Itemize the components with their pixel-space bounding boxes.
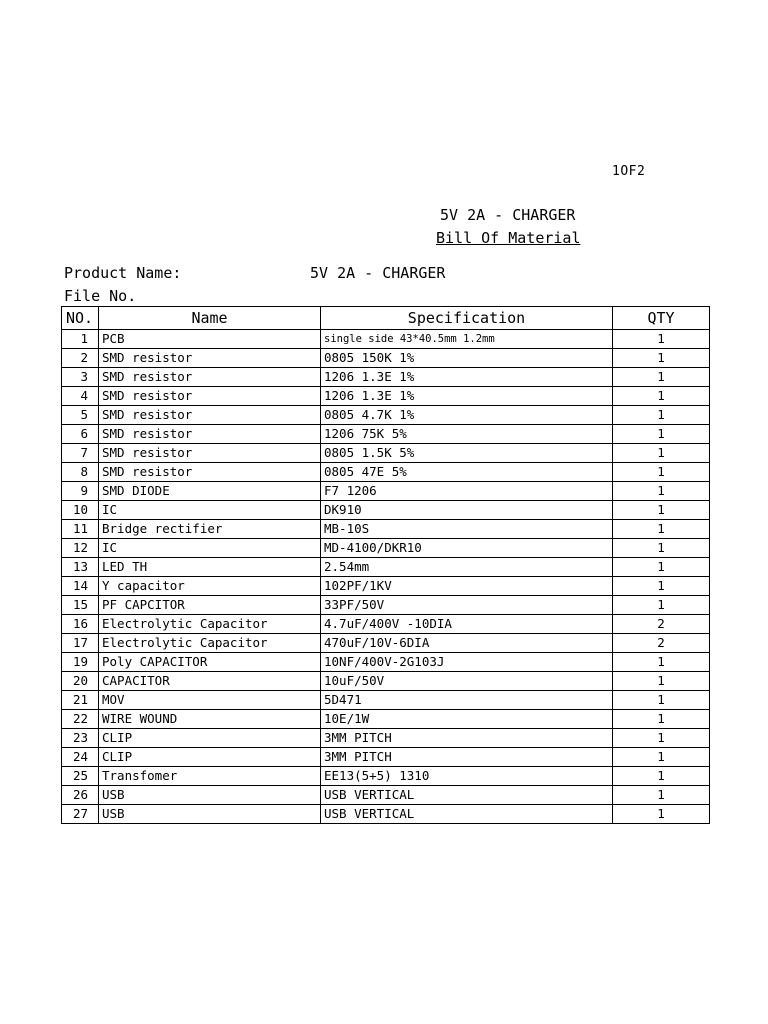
table-row [62, 615, 710, 634]
component-name-cell: SMD resistor [99, 349, 321, 368]
header-specification: Specification [321, 307, 613, 330]
table-row [62, 558, 710, 577]
table-header-row [62, 307, 710, 330]
row-number-cell: 27 [62, 805, 99, 824]
row-number-cell: 19 [62, 653, 99, 672]
row-number-cell: 7 [62, 444, 99, 463]
table-row [62, 444, 710, 463]
table-row [62, 596, 710, 615]
bom-table [61, 306, 710, 824]
quantity-cell: 1 [613, 748, 710, 767]
component-name-cell: SMD resistor [99, 368, 321, 387]
table-row [62, 482, 710, 501]
component-name-cell: SMD resistor [99, 387, 321, 406]
table-body [62, 330, 710, 824]
specification-cell: 10uF/50V [321, 672, 613, 691]
table-row [62, 577, 710, 596]
row-number-cell: 9 [62, 482, 99, 501]
quantity-cell: 1 [613, 539, 710, 558]
table-row [62, 368, 710, 387]
quantity-cell: 1 [613, 729, 710, 748]
row-number-cell: 24 [62, 748, 99, 767]
table-row [62, 425, 710, 444]
specification-cell: 33PF/50V [321, 596, 613, 615]
document-title: 5V 2A - CHARGER [440, 206, 576, 224]
quantity-cell: 1 [613, 444, 710, 463]
specification-cell: 0805 4.7K 1% [321, 406, 613, 425]
specification-cell: 3MM PITCH [321, 748, 613, 767]
specification-cell: USB VERTICAL [321, 786, 613, 805]
table-row [62, 463, 710, 482]
row-number-cell: 12 [62, 539, 99, 558]
table-row [62, 501, 710, 520]
quantity-cell: 1 [613, 406, 710, 425]
table-row [62, 748, 710, 767]
quantity-cell: 1 [613, 501, 710, 520]
header-no: NO. [62, 307, 99, 330]
specification-cell: 4.7uF/400V -10DIA [321, 615, 613, 634]
specification-cell: 470uF/10V-6DIA [321, 634, 613, 653]
component-name-cell: Bridge rectifier [99, 520, 321, 539]
component-name-cell: SMD resistor [99, 406, 321, 425]
specification-cell: DK910 [321, 501, 613, 520]
quantity-cell: 1 [613, 349, 710, 368]
quantity-cell: 1 [613, 577, 710, 596]
header-name: Name [99, 307, 321, 330]
table-row [62, 520, 710, 539]
specification-cell: 1206 1.3E 1% [321, 387, 613, 406]
component-name-cell: Poly CAPACITOR [99, 653, 321, 672]
row-number-cell: 22 [62, 710, 99, 729]
specification-cell: F7 1206 [321, 482, 613, 501]
row-number-cell: 8 [62, 463, 99, 482]
specification-cell: 0805 1.5K 5% [321, 444, 613, 463]
component-name-cell: PCB [99, 330, 321, 349]
specification-cell: 102PF/1KV [321, 577, 613, 596]
quantity-cell: 1 [613, 482, 710, 501]
quantity-cell: 1 [613, 596, 710, 615]
product-name-label: Product Name: [64, 264, 182, 282]
table-row [62, 805, 710, 824]
table-row [62, 539, 710, 558]
specification-cell: 1206 75K 5% [321, 425, 613, 444]
table-row [62, 653, 710, 672]
row-number-cell: 26 [62, 786, 99, 805]
row-number-cell: 2 [62, 349, 99, 368]
specification-cell: 10E/1W [321, 710, 613, 729]
component-name-cell: IC [99, 539, 321, 558]
file-number-label: File No. [64, 287, 137, 305]
component-name-cell: CLIP [99, 729, 321, 748]
component-name-cell: USB [99, 786, 321, 805]
quantity-cell: 1 [613, 387, 710, 406]
quantity-cell: 1 [613, 691, 710, 710]
component-name-cell: Transfomer [99, 767, 321, 786]
row-number-cell: 16 [62, 615, 99, 634]
quantity-cell: 1 [613, 653, 710, 672]
table-row [62, 786, 710, 805]
document-subtitle: Bill Of Material [436, 229, 581, 247]
quantity-cell: 1 [613, 558, 710, 577]
table-row [62, 710, 710, 729]
component-name-cell: Electrolytic Capacitor [99, 634, 321, 653]
quantity-cell: 1 [613, 672, 710, 691]
quantity-cell: 1 [613, 425, 710, 444]
row-number-cell: 5 [62, 406, 99, 425]
product-name-value: 5V 2A - CHARGER [310, 264, 446, 282]
specification-cell: EE13(5+5) 1310 [321, 767, 613, 786]
specification-cell: 3MM PITCH [321, 729, 613, 748]
table-row [62, 330, 710, 349]
component-name-cell: Y capacitor [99, 577, 321, 596]
row-number-cell: 25 [62, 767, 99, 786]
specification-cell: single side 43*40.5mm 1.2mm [321, 330, 613, 349]
specification-cell: 0805 150K 1% [321, 349, 613, 368]
specification-cell: 2.54mm [321, 558, 613, 577]
table-row [62, 349, 710, 368]
row-number-cell: 14 [62, 577, 99, 596]
row-number-cell: 6 [62, 425, 99, 444]
header-qty: QTY [613, 307, 710, 330]
row-number-cell: 3 [62, 368, 99, 387]
component-name-cell: SMD resistor [99, 463, 321, 482]
row-number-cell: 17 [62, 634, 99, 653]
component-name-cell: CLIP [99, 748, 321, 767]
quantity-cell: 1 [613, 767, 710, 786]
row-number-cell: 1 [62, 330, 99, 349]
component-name-cell: PF CAPCITOR [99, 596, 321, 615]
component-name-cell: LED TH [99, 558, 321, 577]
specification-cell: MD-4100/DKR10 [321, 539, 613, 558]
specification-cell: USB VERTICAL [321, 805, 613, 824]
quantity-cell: 1 [613, 368, 710, 387]
page-number: 1OF2 [612, 164, 646, 179]
row-number-cell: 10 [62, 501, 99, 520]
component-name-cell: SMD resistor [99, 425, 321, 444]
quantity-cell: 1 [613, 786, 710, 805]
table-row [62, 406, 710, 425]
row-number-cell: 23 [62, 729, 99, 748]
quantity-cell: 1 [613, 463, 710, 482]
table-row [62, 672, 710, 691]
quantity-cell: 1 [613, 710, 710, 729]
quantity-cell: 1 [613, 330, 710, 349]
specification-cell: 5D471 [321, 691, 613, 710]
component-name-cell: WIRE WOUND [99, 710, 321, 729]
component-name-cell: MOV [99, 691, 321, 710]
specification-cell: MB-10S [321, 520, 613, 539]
component-name-cell: USB [99, 805, 321, 824]
component-name-cell: IC [99, 501, 321, 520]
table-row [62, 387, 710, 406]
specification-cell: 0805 47E 5% [321, 463, 613, 482]
table-row [62, 691, 710, 710]
table-row [62, 729, 710, 748]
quantity-cell: 1 [613, 520, 710, 539]
quantity-cell: 2 [613, 634, 710, 653]
row-number-cell: 20 [62, 672, 99, 691]
row-number-cell: 13 [62, 558, 99, 577]
row-number-cell: 21 [62, 691, 99, 710]
component-name-cell: Electrolytic Capacitor [99, 615, 321, 634]
specification-cell: 1206 1.3E 1% [321, 368, 613, 387]
quantity-cell: 2 [613, 615, 710, 634]
row-number-cell: 11 [62, 520, 99, 539]
row-number-cell: 15 [62, 596, 99, 615]
component-name-cell: CAPACITOR [99, 672, 321, 691]
component-name-cell: SMD DIODE [99, 482, 321, 501]
component-name-cell: SMD resistor [99, 444, 321, 463]
quantity-cell: 1 [613, 805, 710, 824]
specification-cell: 10NF/400V-2G103J [321, 653, 613, 672]
table-row [62, 767, 710, 786]
table-row [62, 634, 710, 653]
row-number-cell: 4 [62, 387, 99, 406]
